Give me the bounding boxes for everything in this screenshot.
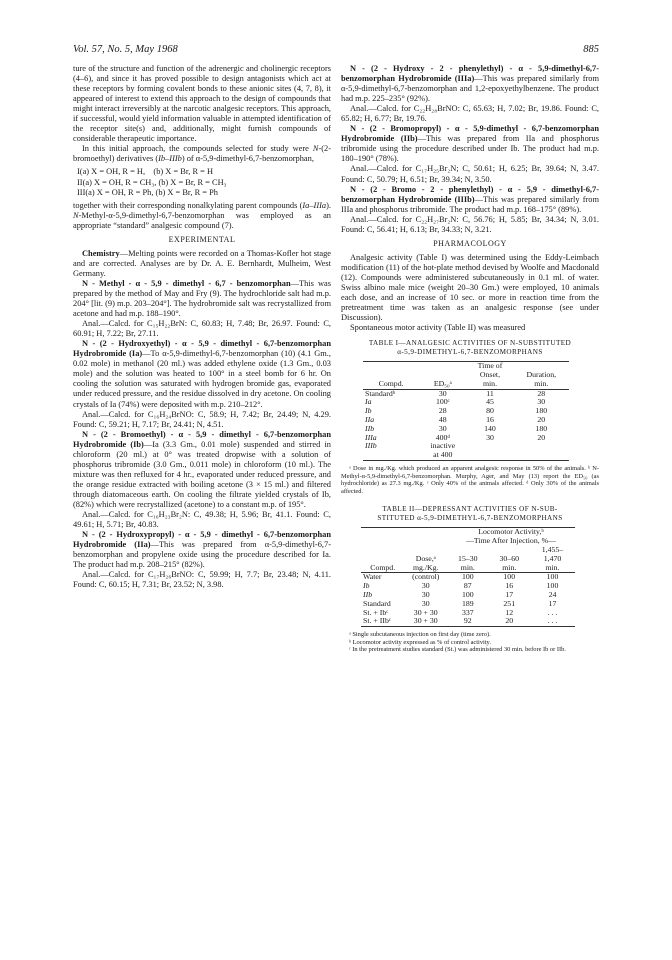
column-header: min.: [489, 564, 530, 573]
parent-compounds-paragraph: together with their corresponding nonalkylating parent compounds (Ia–IIIa). N-Methyl-α-5,9-dimethyl-6,7-benzomorphan was employed as an appropriate “standard” analgesic compound (7).: [73, 200, 331, 230]
compound-prep-paragraph: N - (2 - Bromo - 2 - phenylethyl) - α - 5,9 - dimethyl-6,7-benzomorphan Hydrobromide (IIIb)—This was prepared similarly from IIIa and phosphorus tribromide. The product had m.p. 168–175° (89%).: [341, 184, 599, 214]
column-header: min.: [514, 380, 569, 389]
left-column: [73, 64, 331, 590]
table-1-footnote: ᵃ Dose in mg./Kg. which produced an apparent analgesic response in 50% of the animals. ᵇ N-Methyl-α-5,9-dimethyl-6,7-benzomorphan. Murphy, Ager, and May (13) report the ED₅₀ (as hydrochloride) as 27.3 mg./Kg. ᶜ Only 40% of the animals affected. ᵈ Only 30% of the animals affected.: [341, 464, 599, 495]
pharmacology-paragraph: Analgesic activity (Table I) was determined using the Eddy-Leimbach modification (11) of the hot-plate method devised by Woolfe and Macdonald (12). Compounds were administered subcutaneously in 0.1 ml. of water. Swiss albino male mice (weight 20–30 Gm.) were employed, 10 animals each dose, and an increase of 10 sec. or more in reaction time from the pretreatment time was taken as an analgesic response (see under Discussion).: [341, 252, 599, 323]
pharmacology-paragraph: Spontaneous motor activity (Table II) was measured: [350, 323, 526, 333]
table-row: Ia 100ᶜ 45 30: [365, 397, 546, 407]
table-row: Standard 30 189 251 17: [363, 598, 557, 608]
compound-prep-paragraph: N - (2 - Hydroxypropyl) - α - 5,9 - dimethyl - 6,7-benzomorphan Hydrobromide (IIa)—This was prepared from α-5,9-dimethyl-6,7-benzomorphan and propylene oxide using the procedure described for Ia. The product had m.p. 208–215° (82%).: [73, 530, 331, 570]
analysis-paragraph: Anal.—Calcd. for C₂₂H₂₈BrNO: C, 65.63; H, 7.02; Br, 19.86. Found: C, 65.82; H, 6.77; Br, 19.76.: [341, 104, 599, 124]
page-number: 885: [583, 44, 599, 55]
compound-prep-paragraph: N - (2 - Bromopropyl) - α - 5,9-dimethyl - 6,7-benzomorphan Hydrobromide (IIb)—This was prepared from IIa and phosphorus tribromide using the procedure described under Ib. The product had m.p. 180–190° (78%).: [341, 124, 599, 164]
table-row: Water (control) 100 100 100: [363, 572, 559, 582]
compound-prep-paragraph: N - (2 - Bromoethyl) - α - 5,9 - dimethyl - 6,7-benzomorphan Hydrobromide (Ib)—Ia (3.3 Gm., 0.01 mole) suspended and stirred in chloroform (20 ml.) at 0° was treated dropwise with a solution of phosphorus tribromide (3.0 Gm., 0.011 mole) in chloroform (10 ml.). The mixture was then refluxed for 4 hr., evaporated under reduced pressure, and the orange residue extracted with boiling acetone (3 × 15 ml.) and filtered through diatomaceous earth. On cooling the filtrate yielded crystals of Ib, (82%) which were recrystallized (acetone) to a constant m.p. of 195°.: [73, 429, 331, 509]
table-row: at 400: [433, 450, 453, 460]
table-row: IIIa 400ᵈ 30 20: [365, 432, 546, 442]
formula-line: I(a) X = OH, R = H, (b) X = Br, R = H: [77, 167, 214, 177]
journal-volume: Vol. 57, No. 5, May 1968: [73, 44, 178, 55]
compound-prep-paragraph: N - (2 - Hydroxyethyl) - α - 5,9 - dimethyl - 6,7-benzomorphan Hydrobromide (Ia)—To α-5,9-dimethyl-6,7-benzomorphan (10) (4.1 Gm., 0.02 mole) in methanol (20 ml.) was added ethylene oxide (1.3 Gm., 0.03 mole) and the solution was heated to 100° in a steel bomb for 6 hr. On cooling the solution was saturated with hydrogen bromide gas, evaporated under reduced pressure, and the residue dissolved in dry acetone. On cooling crystals of Ia (74%) were deposited with m.p. 210–212°.: [73, 339, 331, 409]
table-row: St. + Ibᶜ 30 + 30 337 12 . . .: [363, 607, 558, 617]
formula-line: II(a) X = OH, R = CH₃, (b) X = Br, R = CH₃: [77, 177, 227, 187]
table-row: Ib 30 87 16 100: [363, 581, 559, 591]
column-header: min.: [447, 564, 488, 573]
table-2-footnotes: ᵃ Single subcutaneous injection on first day (time zero). ᵇ Locomotor activity expressed as % of control activity. ᶜ In the pretreatment studies standard (St.) was administered 30 min. before Ib or IIb.: [349, 631, 566, 654]
table-row: IIa 48 16 20: [365, 415, 546, 424]
column-header: Compd.: [363, 380, 419, 389]
table-row: IIb 30 100 17 24: [363, 589, 557, 599]
substituent-formula: [73, 167, 331, 197]
formula-line: III(a) X = OH, R = Ph, (b) X = Br, R = Ph: [77, 187, 218, 197]
analysis-paragraph: Anal.—Calcd. for C₁₅H₂₂BrN: C, 60.83; H, 7.48; Br, 26.97. Found: C, 60.91; H, 7.22; Br, 27.11.: [73, 319, 331, 339]
analysis-paragraph: Anal.—Calcd. for C₁₆H₂₄BrNO: C, 58.9; H, 7.42; Br, 24.49; N, 4.29. Found: C, 59.21; H, 7.17; Br, 24.41; N, 4.51.: [73, 409, 331, 429]
right-column: [341, 64, 599, 654]
column-header: min.: [530, 564, 575, 573]
compound-prep-paragraph: N - (2 - Hydroxy - 2 - phenylethyl) - α - 5,9-dimethyl-6,7-benzomorphan Hydrobromide (IIIa)—This was prepared similarly from α-5,9-dimethyl-6,7-benzomorphan and 1,2-epoxyethylbenzene. The product had m.p. 225–235° (92%).: [341, 64, 599, 104]
analysis-paragraph: Anal.—Calcd. for C₁₇H₂₅Br₂N; C, 50.61; H, 6.25; Br, 39.64; N, 3.47. Found: C, 50.79; H, 6.51; Br, 39.34; N, 3.50.: [341, 164, 599, 184]
analysis-paragraph: Anal.—Calcd. for C₁₇H₂₆BrNO: C, 59.99; H, 7.7; Br, 23.48; N, 4.11. Found: C, 60.15; H, 7.31; Br, 23.52; N, 3.98.: [73, 570, 331, 590]
table-2-depressant-activities: Locomotor Activity,ᵇ —Time After Injection, %— 1,455– Dose,ᵃ 15–30 30–60 1,470 Compd. mg./Kg. min. min. min. Water (control) 100 100 100 Ib 30 87 16 100 IIb 30 100 17 24 Standard 30 189 251 17 St. + Ibᶜ 30 + 30 337 12 . . . St. + IIbᶜ 30 + 30 92 20 . . .: [361, 527, 575, 627]
table-1-analgesic-activities: Time of Onset, Duration, Compd. ED₅₀ᵃ min. min. Standardᵇ 30 11 28 Ia 100ᶜ 45 30 Ib 28 80 180 IIa 48 16 20 IIb 30 140 180 IIIa 400ᵈ 30 20 IIIb inactive at 400: [363, 361, 569, 461]
table-row: IIIb inactive: [365, 441, 456, 451]
table-row: Standardᵇ 30 11 28: [365, 388, 546, 398]
table-row: Ib 28 80 180: [365, 406, 548, 416]
column-header: min.: [466, 380, 513, 389]
chemistry-paragraph: Chemistry—Melting points were recorded on a Thomas-Kofler hot stage and are corrected. Analyses are by Dr. A. E. Bernhardt, Mulheim, West Germany.: [73, 248, 331, 278]
column-header: mg./Kg.: [404, 564, 447, 573]
section-heading-pharmacology: PHARMACOLOGY: [433, 238, 507, 248]
analysis-paragraph: Anal.—Calcd. for C₂₂H₂₇Br₂N: C, 56.76; H, 5.85; Br, 34.34; N, 3.01. Found: C, 56.41; H, 6.13; Br, 34.33; N, 3.21.: [341, 214, 599, 234]
analysis-paragraph: Anal.—Calcd. for C₁₆H₂₃Br₂N: C, 49.38; H, 5.96; Br, 41.1. Found: C, 49.61; H, 5.71; Br, 40.83.: [73, 510, 331, 530]
table-row: IIb 30 140 180: [365, 423, 548, 433]
compound-prep-paragraph: N - Methyl - α - 5,9 - dimethyl - 6,7 - benzomorphan—This was prepared by the method of May and Fry (9). The hydrochloride salt had m.p. 204° [lit. (9) m.p. 203–204°]. The hydrobromide salt was recrystallized from acetone and had m.p. 188–190°.: [73, 278, 331, 319]
table-row: St. + IIbᶜ 30 + 30 92 20 . . .: [363, 616, 558, 626]
running-header: [73, 44, 599, 58]
table-1-caption: TABLE I—ANALGESIC ACTIVITIES OF N-SUBSTITUTED α-5,9-DIMETHYL-6,7-BENZOMORPHANS: [368, 339, 572, 357]
table-2-caption: TABLE II—DEPRESSANT ACTIVITIES OF N-SUB- STITUTED α-5,9-DIMETHYL-6,7-BENZOMORPHANS: [377, 505, 563, 523]
compound-selection-paragraph: In this initial approach, the compounds selected for study were N-(2-bromoethyl) derivatives (Ib–IIIb) of α-5,9-dimethyl-6,7-benzomorphan,: [73, 144, 331, 164]
column-header: ED₅₀ᵃ: [419, 380, 466, 389]
column-header: Compd.: [361, 564, 404, 573]
section-heading-experimental: EXPERIMENTAL: [168, 234, 236, 244]
intro-paragraph: ture of the structure and function of the adrenergic and cholinergic receptors (4–6), and since it has proved possible to design antagonists which act at these receptors by forming covalent bonds to these anionic sites (4, 7, 8), it appeared of interest to extend this approach to the design of compounds that might interact irreversibly at the narcotic analgesic receptors. This approach, if successful, would yield information valuable in attempted identification of the receptor site(s) and, additionally, might furnish compounds of considerable therapeutic importance.: [73, 64, 331, 144]
